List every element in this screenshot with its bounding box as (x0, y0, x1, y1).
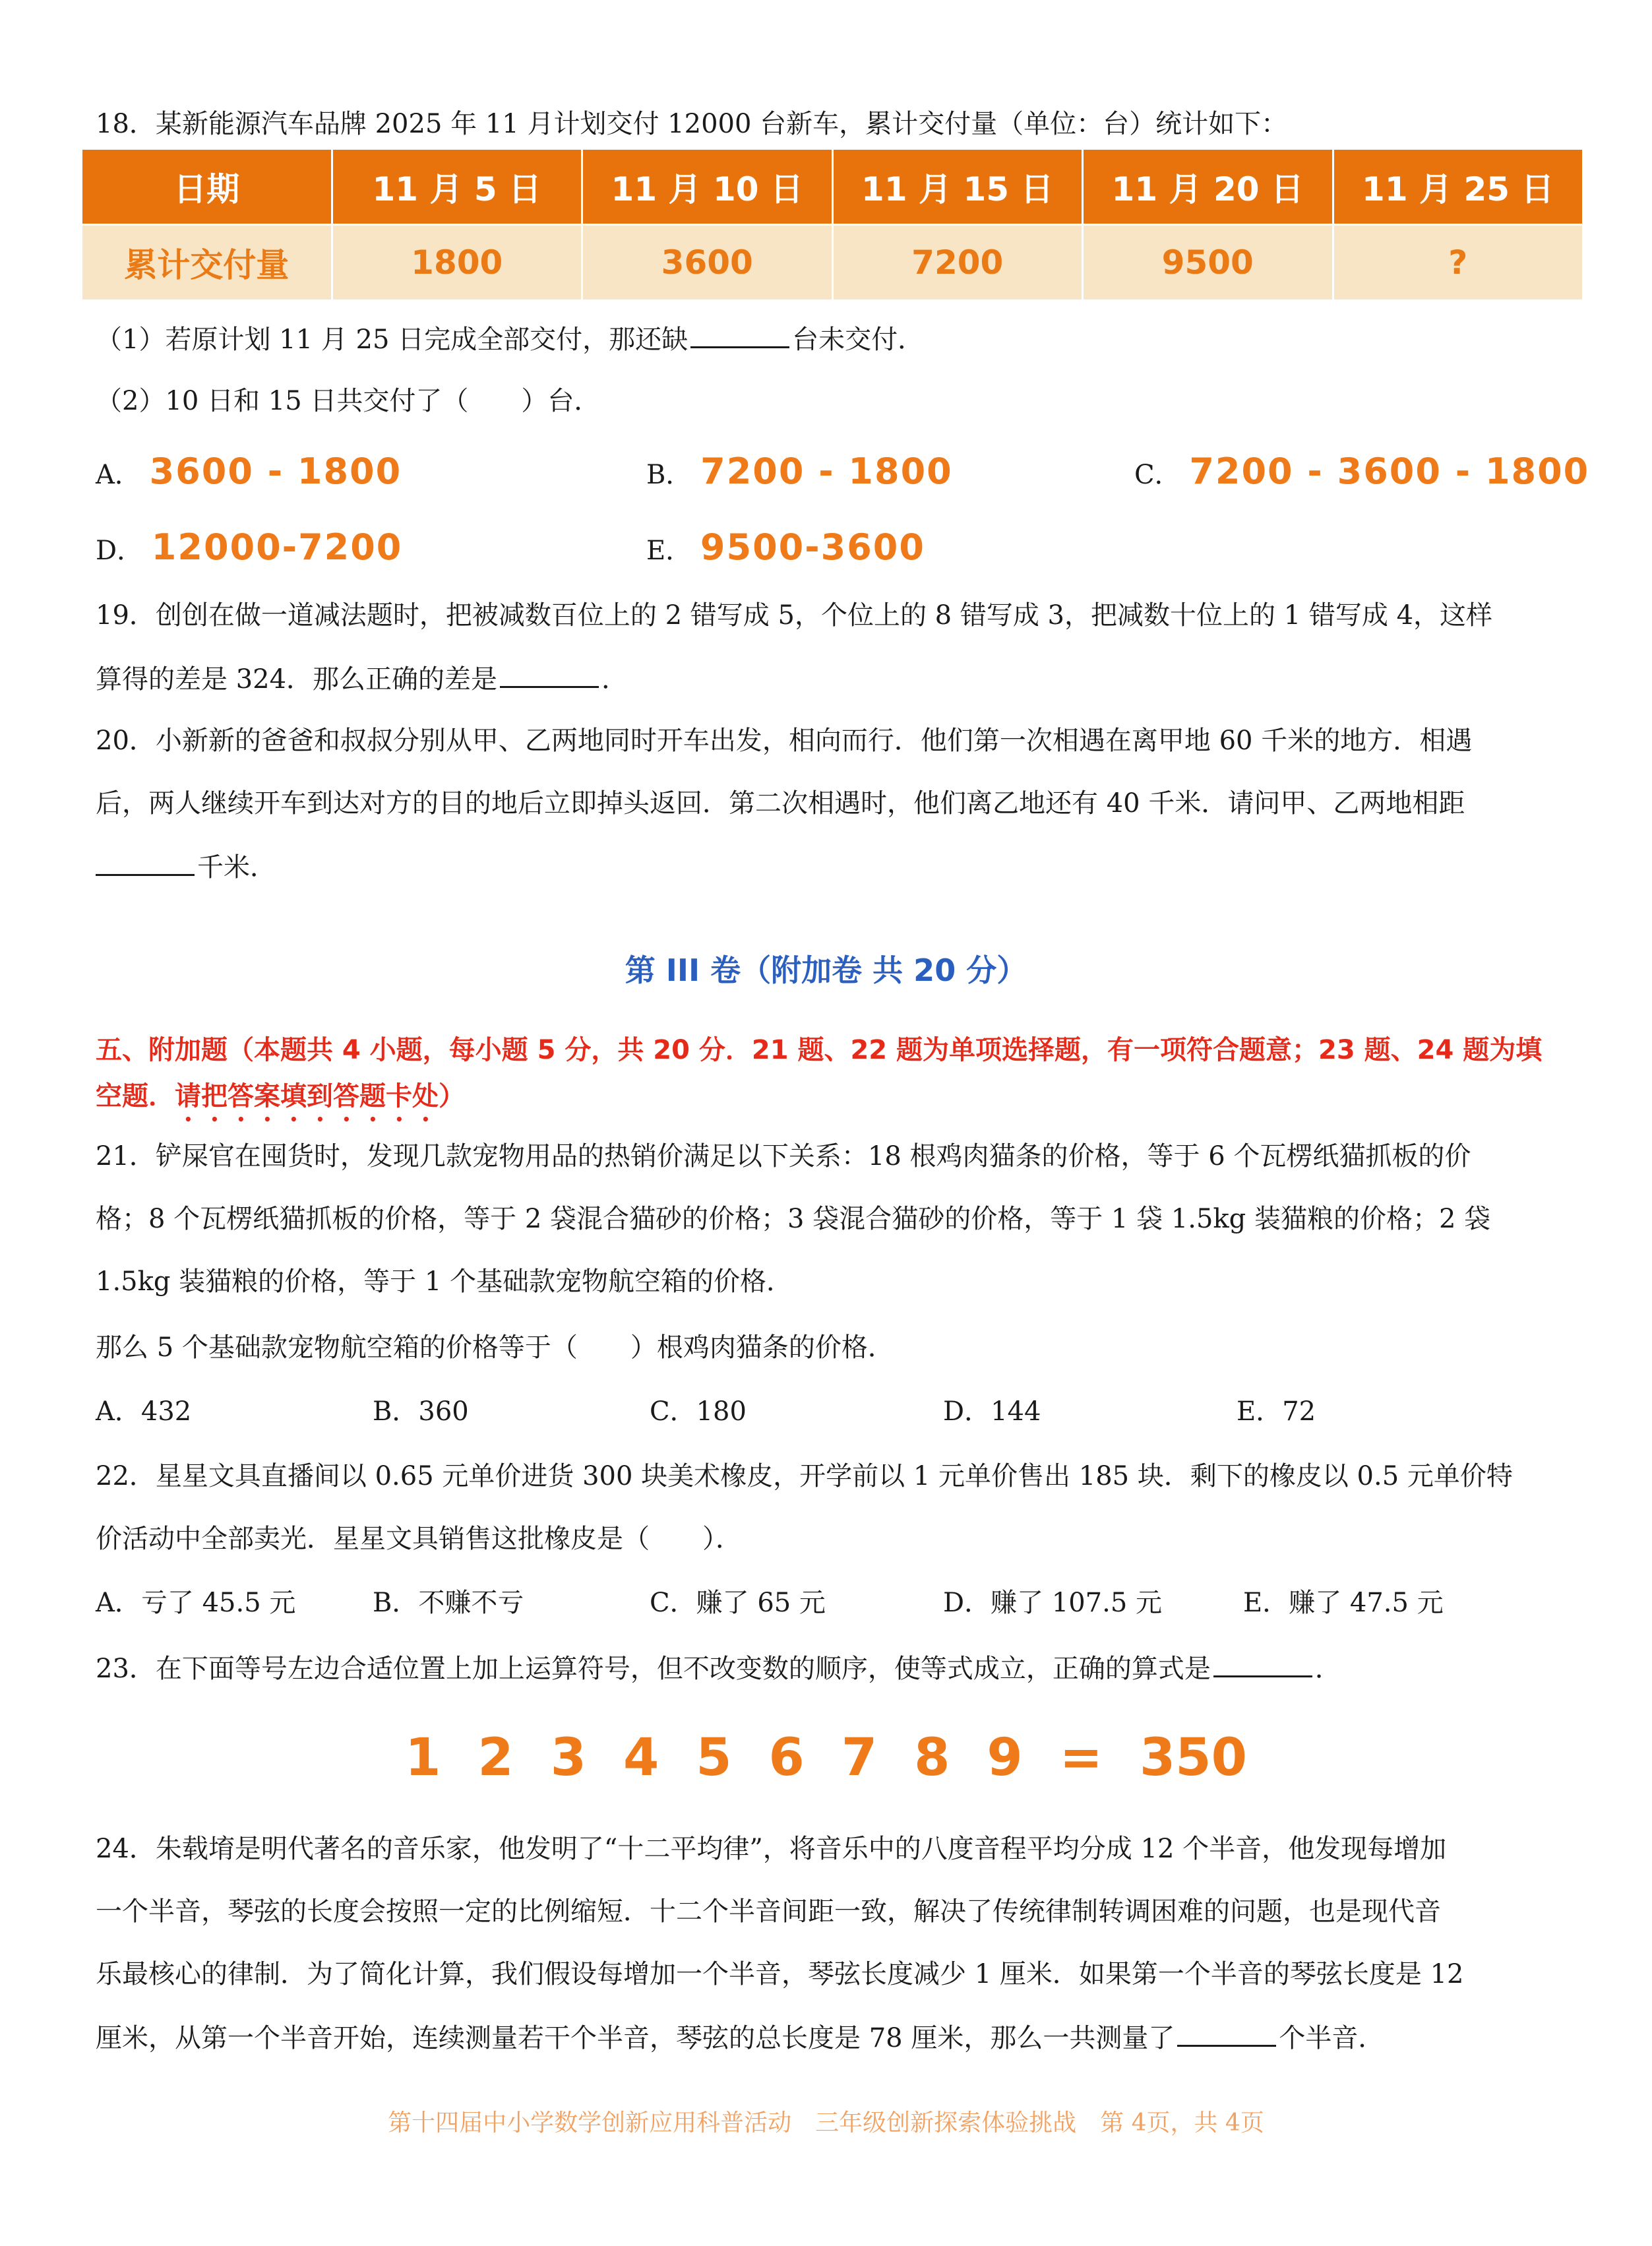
q19-line2-text: 算得的差是 324．那么正确的差是 (96, 664, 498, 695)
equation-puzzle (0, 1728, 1652, 1788)
table-header-cell: 11 月 15 日 (832, 149, 1083, 225)
section-title: 第 III 卷（附加卷 共 20 分） (625, 952, 1027, 988)
table-header-cell: 11 月 10 日 (582, 149, 833, 225)
answer-blank[interactable] (500, 660, 599, 688)
option-expression: 3600 - 1800 (149, 451, 402, 492)
answer-blank[interactable] (1213, 1649, 1312, 1677)
table-value-cell: 3600 (582, 225, 833, 301)
section5-line2 (96, 1075, 1566, 1127)
equation-digit: 5 (696, 1728, 732, 1788)
section5-emphasis-text: 请把答案填到答题卡处 (175, 1081, 439, 1111)
q18-option-d (96, 528, 402, 571)
q18-option-a (96, 452, 402, 495)
option-label: A． (96, 460, 141, 490)
q24-line3: 乐最核心的律制．为了简化计算，我们假设每增加一个半音，琴弦长度减少 1 厘米．如果第一个半音的琴弦长度是 12 (96, 1959, 1464, 1989)
q22-option-d: D．赚了 107.5 元 (943, 1588, 1163, 1618)
q23-line1 (96, 1649, 1566, 1687)
q19-line2 (96, 660, 1566, 698)
q24-line1: 24．朱载堉是明代著名的音乐家，他发明了“十二平均律”，将音乐中的八度音程平均分成 12 个半音，他发现每增加 (96, 1834, 1447, 1864)
answer-blank[interactable] (96, 848, 195, 876)
delivery-table (80, 148, 1584, 301)
q19-line1: 19．创创在做一道减法题时，把被减数百位上的 2 错写成 5，个位上的 8 错写成 3，把减数十位上的 1 错写成 4，这样 (96, 600, 1493, 631)
q21-line3: 1.5kg 装猫粮的价格，等于 1 个基础款宠物航空箱的价格． (96, 1266, 793, 1297)
q21-question: 那么 5 个基础款宠物航空箱的价格等于（ ）根鸡肉猫条的价格． (96, 1332, 894, 1363)
section5-line2-suffix: ） (439, 1081, 465, 1111)
table-value-cell: 7200 (832, 225, 1083, 301)
q24-line4-text: 厘米，从第一个半音开始，连续测量若干个半音，琴弦的总长度是 78 厘米，那么一共测量了 (96, 2023, 1175, 2053)
table-value-cell: 9500 (1083, 225, 1333, 301)
option-expression: 9500-3600 (700, 526, 925, 568)
table-header-cell: 日期 (82, 149, 332, 225)
q22-line1: 22．星星文具直播间以 0.65 元单价进货 300 块美术橡皮，开学前以 1 元单价售出 185 块．剩下的橡皮以 0.5 元单价特 (96, 1461, 1513, 1491)
q18-part2: （2）10 日和 15 日共交付了（ ）台． (96, 386, 601, 416)
q20-line3-suffix: 千米． (197, 852, 276, 883)
equation-digit: 2 (477, 1728, 514, 1788)
q21-line1: 21．铲屎官在囤货时，发现几款宠物用品的热销价满足以下关系：18 根鸡肉猫条的价格，等于 6 个瓦楞纸猫抓板的价 (96, 1141, 1471, 1171)
q22-option-b: B．不赚不亏 (373, 1588, 524, 1618)
option-label: D． (96, 536, 144, 566)
option-expression: 7200 - 1800 (700, 451, 953, 492)
option-label: C． (1134, 460, 1181, 490)
q22-line2: 价活动中全部卖光．星星文具销售这批橡皮是（ ）． (96, 1524, 742, 1554)
q20-line1: 20．小新新的爸爸和叔叔分别从甲、乙两地同时开车出发，相向而行．他们第一次相遇在离甲地 60 千米的地方．相遇 (96, 726, 1473, 756)
equation-digit: 7 (841, 1728, 878, 1788)
q20-line3 (96, 848, 1566, 886)
option-expression: 12000-7200 (151, 526, 403, 568)
equation-digit: 9 (987, 1728, 1023, 1788)
q18-option-e (646, 528, 925, 571)
q18-part1 (96, 320, 1566, 358)
section5-line1: 五、附加题（本题共 4 小题，每小题 5 分，共 20 分．21 题、22 题为单项选择题，有一项符合题意；23 题、24 题为填 (96, 1035, 1543, 1065)
equation-digit: 3 (550, 1728, 586, 1788)
table-value-row (82, 225, 1583, 301)
q23-line1-text: 23．在下面等号左边合适位置上加上运算符号，但不改变数的顺序，使等式成立，正确的算式是 (96, 1654, 1211, 1684)
table-header-cell: 11 月 25 日 (1333, 149, 1583, 225)
option-expression: 7200 - 3600 - 1800 (1189, 451, 1590, 492)
q21-option-e: E．72 (1237, 1396, 1316, 1427)
q18-option-c (1134, 452, 1589, 495)
q24-line4 (96, 2018, 1566, 2057)
equation-digit: 6 (768, 1728, 805, 1788)
table-value-cell: ? (1333, 225, 1583, 301)
q21-option-a: A．432 (96, 1396, 192, 1427)
equation-result: 350 (1140, 1728, 1247, 1788)
q22-option-e: E．赚了 47.5 元 (1243, 1588, 1444, 1618)
table-header-cell: 11 月 20 日 (1083, 149, 1333, 225)
equation-equals: = (1059, 1728, 1103, 1788)
equation-digit: 8 (914, 1728, 950, 1788)
q18-part1-suffix: 台未交付． (792, 325, 925, 355)
table-value-cell: 累计交付量 (82, 225, 332, 301)
equation-digit: 1 (405, 1728, 441, 1788)
q21-option-c: C．180 (650, 1396, 747, 1427)
q19-line2-suffix: ． (601, 664, 628, 695)
table-header-cell: 11 月 5 日 (332, 149, 582, 225)
q18-intro: 18．某新能源汽车品牌 2025 年 11 月计划交付 12000 台新车，累计交付量（单位：台）统计如下： (96, 109, 1288, 139)
answer-blank[interactable] (690, 320, 789, 348)
q22-option-c: C．赚了 65 元 (650, 1588, 826, 1618)
q24-line2: 一个半音，琴弦的长度会按照一定的比例缩短．十二个半音间距一致，解决了传统律制转调困难的问题，也是现代音 (96, 1896, 1441, 1927)
equation-digit: 4 (623, 1728, 659, 1788)
q22-option-a: A．亏了 45.5 元 (96, 1588, 296, 1618)
option-label: E． (646, 536, 692, 566)
page-footer: 第十四届中小学数学创新应用科普活动 三年级创新探索体验挑战 第 4页，共 4页 (388, 2109, 1264, 2137)
q18-part1-text: （1）若原计划 11 月 25 日完成全部交付，那还缺 (96, 325, 688, 355)
q20-line2: 后，两人继续开车到达对方的目的地后立即掉头返回．第二次相遇时，他们离乙地还有 40 千米．请问甲、乙两地相距 (96, 788, 1465, 819)
q24-line4-suffix: 个半音． (1279, 2023, 1385, 2053)
q21-option-d: D．144 (943, 1396, 1041, 1427)
section5-line2-text: 空题． (96, 1081, 175, 1111)
q18-option-b (646, 452, 953, 495)
q23-line1-suffix: ． (1314, 1654, 1341, 1684)
answer-blank[interactable] (1177, 2018, 1276, 2047)
table-header-row (82, 149, 1583, 225)
q21-option-b: B．360 (373, 1396, 469, 1427)
table-value-cell: 1800 (332, 225, 582, 301)
q21-line2: 格；8 个瓦楞纸猫抓板的价格，等于 2 袋混合猫砂的价格；3 袋混合猫砂的价格，等于 1 袋 1.5kg 装猫粮的价格；2 袋 (96, 1204, 1491, 1234)
option-label: B． (646, 460, 692, 490)
